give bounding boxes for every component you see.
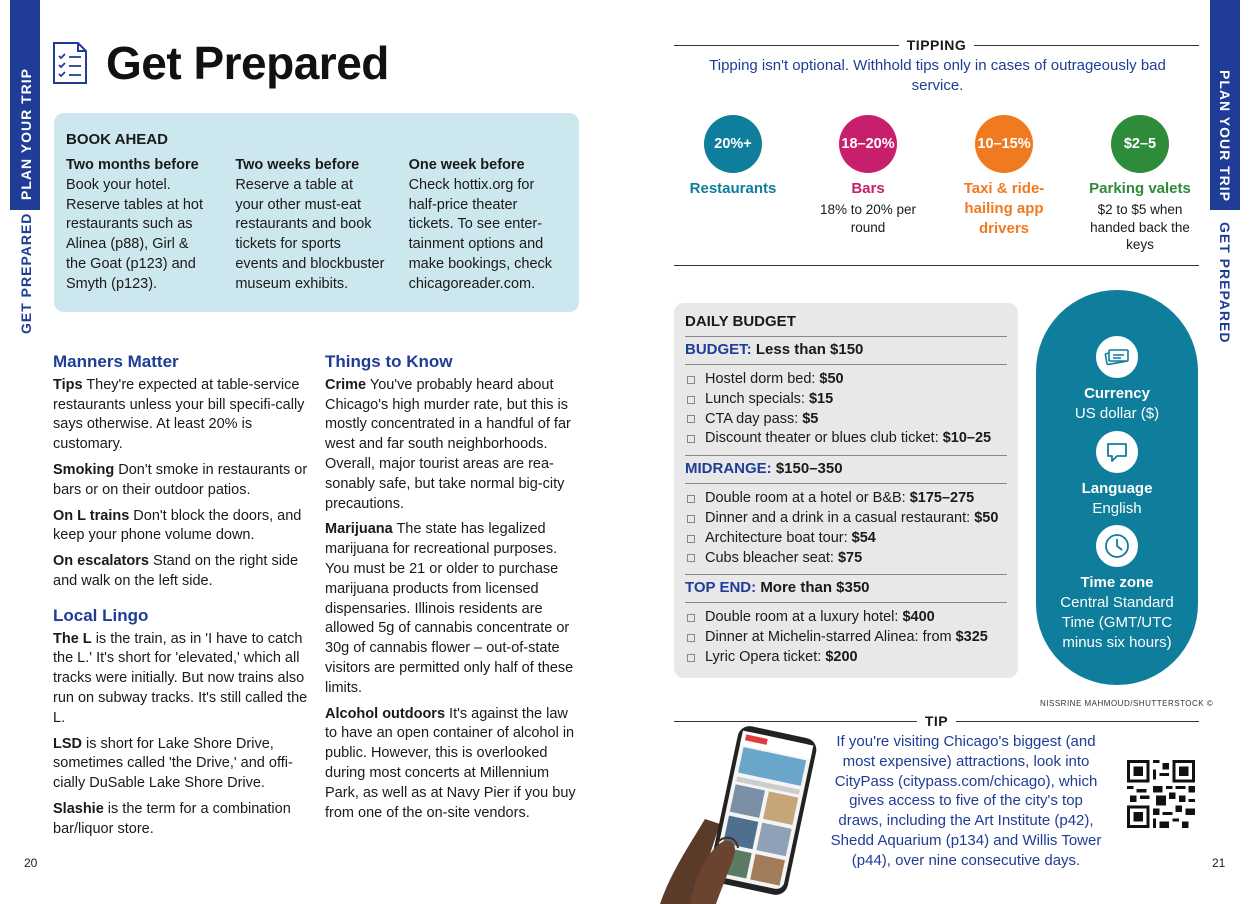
tipping-heading: TIPPING (906, 37, 967, 53)
definition: The state has legalized marijuana for recreational purposes. You must be 21 or older to purchase marijuana products from licensed dispensaries. Illinois residents are allowed 5g of cannabis concentrate or 30g of cannabis flower – out-of-state visitors are permitted only half of these limits. (325, 521, 574, 696)
item-text: CTA day pass: (705, 410, 799, 427)
item-price: $175–275 (909, 490, 975, 507)
clock-icon (1096, 525, 1138, 567)
top-end-tier-heading (685, 575, 1007, 603)
item-price: $10–25 (942, 430, 992, 447)
currency-info (1036, 336, 1198, 424)
side-tab-plan-your-trip-left[interactable] (10, 0, 40, 210)
item-text: Double room at a luxury hotel: (705, 609, 899, 626)
photo-credit: NISSRINE MAHMOUD/SHUTTERSTOCK © (1040, 699, 1214, 708)
book-ahead-line: your other must-eat (235, 196, 362, 213)
midrange-tier-heading (685, 456, 1007, 484)
list-item (685, 390, 1007, 410)
term: Crime (325, 376, 367, 393)
book-ahead-line: tainment options and (408, 236, 544, 253)
item-price: $54 (851, 529, 876, 546)
banknote-icon (1096, 336, 1138, 378)
manners-item (53, 461, 308, 501)
list-item (685, 370, 1007, 390)
top-end-list (685, 603, 1007, 673)
tip-amount-badge: $2–5 (1111, 115, 1169, 173)
side-tab-label: PLAN YOUR TRIP (18, 68, 34, 200)
tip-restaurants (668, 115, 798, 199)
tip-text: If you're visiting Chicago's biggest (and most expensive) attractions, look into CityPass (citypass.com/chicago), which gives access to five of the city's top draws, including the Art Institute (p42), Shedd Aquarium (p134) and Willis Tower (p44), over nine consecutive days. (830, 733, 1102, 869)
item-text: Lyric Opera ticket: (705, 648, 822, 665)
quick-info-pill (1036, 290, 1198, 685)
book-ahead-line: Alinea (p88), Girl & (66, 236, 189, 253)
things-item (325, 520, 581, 698)
term: LSD (53, 735, 82, 752)
book-ahead-line: the Goat (p123) and (66, 255, 196, 272)
lingo-item (53, 800, 308, 840)
item-price: $200 (825, 648, 858, 665)
side-tab-plan-your-trip-right[interactable] (1210, 0, 1240, 210)
item-price: $75 (837, 549, 863, 566)
tip-amount-badge: 18–20% (839, 115, 897, 173)
column-things-to-know (325, 352, 581, 829)
book-ahead-line: tickets for sports (235, 236, 341, 253)
page-title: Get Prepared (106, 37, 389, 89)
budget-tier-heading (685, 337, 1007, 365)
item-price: $50 (974, 509, 999, 526)
manners-item (53, 376, 308, 455)
book-ahead-line: make bookings, check (408, 255, 553, 272)
item-price: $400 (902, 609, 935, 626)
item-price: $15 (808, 390, 834, 407)
lingo-heading: Local Lingo (53, 605, 149, 625)
book-ahead-line: Reserve a table at (235, 176, 353, 193)
things-item (325, 705, 581, 824)
list-item (685, 410, 1007, 430)
tip-label: Taxi & ride-hailing app drivers (963, 180, 1045, 237)
item-price: $325 (955, 629, 988, 646)
item-text: Discount theater or blues club ticket: (705, 430, 939, 447)
tip-label: Bars (851, 180, 885, 197)
item-text: Hostel dorm bed: (705, 371, 816, 387)
tip-parking-valets (1075, 115, 1205, 254)
definition: Stand on the right side and walk on the left side. (53, 553, 299, 589)
language-label: Language (1081, 480, 1153, 497)
book-ahead-column (235, 156, 408, 295)
tipping-header (674, 37, 1199, 53)
item-price: $5 (802, 410, 819, 427)
divider (674, 265, 1199, 266)
list-item (685, 429, 1007, 449)
column-manners-lingo (53, 352, 308, 846)
book-ahead-line: restaurants and book (235, 216, 372, 233)
currency-label: Currency (1084, 385, 1150, 402)
item-text: Cubs bleacher seat: (705, 549, 834, 566)
tier-range: Less than $150 (755, 341, 864, 358)
lingo-item (53, 735, 308, 794)
term: Marijuana (325, 521, 393, 538)
book-ahead-columns (66, 156, 567, 295)
list-item (685, 489, 1007, 509)
speech-bubble-icon (1096, 431, 1138, 473)
tip-heading: TIP (924, 713, 949, 729)
tip-label: Parking valets (1089, 180, 1191, 197)
language-value: English (1092, 500, 1142, 517)
book-ahead-line: Book your hotel. (66, 176, 171, 193)
item-text: Architecture boat tour: (705, 529, 848, 546)
term: Alcohol outdoors (325, 705, 446, 722)
manners-item (53, 552, 308, 592)
tip-amount-badge: 20%+ (704, 115, 762, 173)
definition: Don't smoke in restaurants or bars or on their outdoor patios. (53, 461, 308, 498)
book-ahead-line: Smyth (p123). (66, 275, 158, 292)
book-ahead-column-title: One week before (408, 157, 525, 173)
book-ahead-line: events and blockbuster (235, 255, 385, 272)
item-text: Lunch specials: (705, 390, 805, 407)
list-item (685, 529, 1007, 549)
things-heading: Things to Know (325, 352, 453, 371)
page-number-left: 20 (24, 856, 38, 870)
book-ahead-line: half-price theater (408, 196, 518, 213)
definition: You've probably heard about Chicago's high murder rate, but this is mostly concentrated in a handful of far west and far south neighborhoods. Overall, major tourist areas are rea-sonably safe, but take normal big-city precautions. (325, 376, 571, 512)
term: The L (53, 630, 92, 647)
book-ahead-column-title: Two months before (66, 157, 199, 173)
tip-label: Restaurants (689, 180, 777, 197)
checklist-icon (52, 41, 88, 85)
tip-amount-badge: 10–15% (975, 115, 1033, 173)
daily-budget-heading: DAILY BUDGET (685, 313, 1007, 337)
tip-description: 18% to 20% per round (819, 202, 917, 235)
book-ahead-box (54, 113, 579, 312)
term: Tips (53, 376, 83, 393)
tip-taxi (939, 115, 1069, 239)
item-text: Double room at a hotel or B&B: (705, 490, 906, 507)
side-tab-label: PLAN YOUR TRIP (1217, 70, 1233, 202)
qr-code[interactable] (1127, 760, 1195, 828)
definition: is the term for a combination bar/liquor store. (53, 800, 291, 837)
book-ahead-line: Check hottix.org for (408, 176, 535, 193)
definition: is the train, as in 'I have to catch the L.' It's short for 'elevated,' which all tracks were initially. But now trains also run on subway tracks. It's still called the L. (53, 630, 308, 726)
budget-list (685, 365, 1007, 456)
timezone-label: Time zone (1080, 574, 1154, 591)
manners-heading: Manners Matter (53, 352, 179, 371)
definition: It's against the law to have an open container of alcohol in public. However, this is overlooked during most concerts at Millennium Park, as well as at Navy Pier if you buy from one of the on-site vendors. (325, 705, 576, 821)
tier-name: TOP END: (685, 579, 757, 597)
currency-value: US dollar ($) (1074, 405, 1160, 422)
tier-name: MIDRANGE: (685, 460, 772, 478)
language-info (1036, 431, 1198, 519)
definition: Don't block the doors, and keep your phone volume down. (53, 507, 302, 544)
book-ahead-column-title: Two weeks before (235, 157, 360, 173)
definition: is short for Lake Shore Drive, sometimes called 'the Drive,' and offi-cially DuSable Lake Shore Drive. (53, 735, 293, 792)
item-text: Dinner at Michelin-starred Alinea: from (705, 629, 952, 646)
item-text: Dinner and a drink in a casual restaurant: (705, 509, 971, 526)
list-item (685, 648, 1007, 668)
timezone-info (1036, 525, 1198, 653)
book-ahead-line: restaurants such as (66, 216, 193, 233)
list-item (685, 549, 1007, 569)
book-ahead-line: chicagoreader.com. (408, 275, 536, 292)
book-ahead-line: Reserve tables at hot (66, 196, 204, 213)
book-ahead-line: museum exhibits. (235, 275, 349, 292)
term: Slashie (53, 800, 104, 817)
item-price: $50 (819, 371, 844, 387)
tip-description: $2 to $5 when handed back the keys (1090, 202, 1190, 252)
page-number-right: 21 (1212, 856, 1226, 870)
book-ahead-heading: BOOK AHEAD (66, 131, 168, 148)
tier-name: BUDGET: (685, 341, 752, 358)
things-item (325, 376, 581, 515)
phone-photo (650, 724, 820, 904)
page-header (52, 36, 389, 90)
tier-range: $150–350 (775, 460, 843, 478)
tier-range: More than $350 (760, 579, 870, 597)
definition: They're expected at table-service restaurants unless your bill specifi-cally says otherwise. At least 20% is customary. (53, 376, 305, 453)
section-label-get-prepared-right[interactable]: GET PREPARED (1217, 222, 1233, 344)
midrange-list (685, 484, 1007, 575)
tipping-intro: Tipping isn't optional. Withhold tips only in cases of outrageously bad service. (709, 57, 1166, 94)
list-item (685, 628, 1007, 648)
manners-item (53, 507, 308, 547)
list-item (685, 509, 1007, 529)
book-ahead-line: tickets. To see enter- (408, 216, 543, 233)
term: Smoking (53, 461, 115, 478)
book-ahead-column (66, 156, 235, 295)
term: On escalators (53, 553, 149, 570)
book-ahead-column (409, 156, 567, 295)
tip-bars (803, 115, 933, 236)
term: On L trains (53, 507, 130, 524)
list-item (685, 608, 1007, 628)
lingo-item (53, 630, 308, 729)
timezone-value: Central Standard Time (GMT/UTC minus six hours) (1060, 594, 1174, 651)
section-label-get-prepared-left[interactable]: GET PREPARED (18, 212, 34, 334)
daily-budget-box (674, 303, 1018, 678)
